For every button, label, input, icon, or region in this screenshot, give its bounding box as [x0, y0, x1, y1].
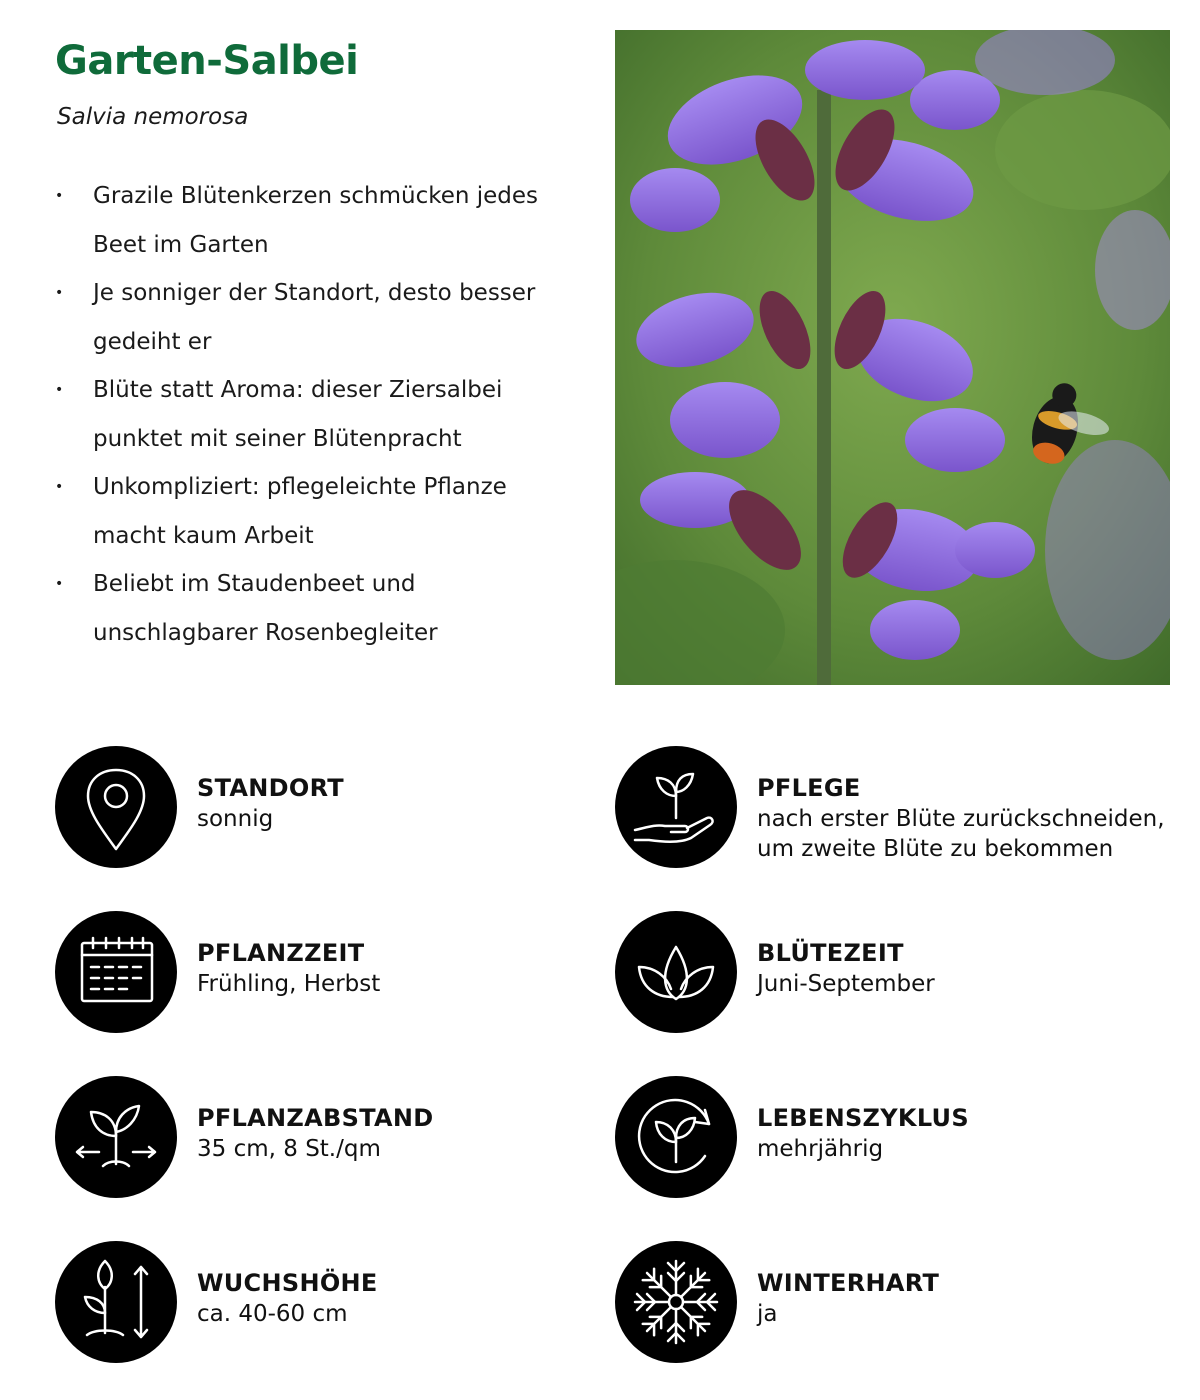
cycle-plant-icon: [615, 1076, 737, 1198]
feature-standort: [55, 746, 615, 871]
feature-bluetezeit: [615, 911, 1175, 1036]
page-title: Garten-Salbei: [55, 38, 359, 84]
feature-value: sonnig: [197, 806, 274, 832]
hand-seedling-icon: [615, 746, 737, 868]
feature-wuchshoehe: [55, 1241, 615, 1366]
list-item: [55, 366, 575, 463]
sage-flower-illustration: [615, 30, 1170, 685]
list-item: [55, 560, 575, 657]
feature-pflanzzeit: [55, 911, 615, 1036]
feature-label: PFLEGE: [757, 774, 861, 802]
bullet-icon: •: [55, 285, 64, 301]
bullet-text: Beliebt im Staudenbeet und unschlagbarer Rosenbegleiter: [93, 571, 438, 646]
bullet-text: Grazile Blütenkerzen schmücken jedes Beet im Garten: [93, 183, 539, 258]
feature-label: WINTERHART: [757, 1269, 940, 1297]
bullet-icon: •: [55, 382, 64, 398]
plant-height-icon: [55, 1241, 177, 1363]
list-item: [55, 463, 575, 560]
feature-label: LEBENSZYKLUS: [757, 1104, 969, 1132]
product-photo: [615, 30, 1170, 685]
feature-value: 35 cm, 8 St./qm: [197, 1136, 381, 1162]
list-item: [55, 269, 575, 366]
snowflake-icon: [615, 1241, 737, 1363]
feature-label: PFLANZABSTAND: [197, 1104, 434, 1132]
plant-spacing-icon: [55, 1076, 177, 1198]
list-item: [55, 172, 575, 269]
feature-label: STANDORT: [197, 774, 344, 802]
feature-value: Juni-September: [757, 971, 935, 997]
location-pin-icon: [55, 746, 177, 868]
feature-value: mehrjährig: [757, 1136, 884, 1162]
feature-value: ja: [757, 1301, 778, 1327]
bullet-icon: •: [55, 188, 64, 204]
feature-pflanzabstand: [55, 1076, 615, 1201]
calendar-icon: [55, 911, 177, 1033]
botanical-name: Salvia nemorosa: [57, 104, 249, 130]
bullet-text: Unkompliziert: pflegeleichte Pflanze macht kaum Arbeit: [93, 474, 507, 549]
feature-lebenszyklus: [615, 1076, 1175, 1201]
lotus-flower-icon: [615, 911, 737, 1033]
bullet-text: Blüte statt Aroma: dieser Ziersalbei punktet mit seiner Blütenpracht: [93, 377, 503, 452]
feature-pflege: [615, 746, 1175, 871]
bullet-text: Je sonniger der Standort, desto besser gedeiht er: [93, 280, 536, 355]
feature-label: BLÜTEZEIT: [757, 939, 904, 967]
bullet-icon: •: [55, 479, 64, 495]
feature-value: nach erster Blüte zurückschneiden, um zweite Blüte zu bekommen: [757, 806, 1165, 862]
feature-winterhart: [615, 1241, 1175, 1366]
feature-label: WUCHSHÖHE: [197, 1269, 378, 1297]
bullet-icon: •: [55, 576, 64, 592]
feature-value: ca. 40-60 cm: [197, 1301, 348, 1327]
feature-bullet-list: [55, 172, 575, 657]
feature-label: PFLANZZEIT: [197, 939, 365, 967]
feature-value: Frühling, Herbst: [197, 971, 381, 997]
